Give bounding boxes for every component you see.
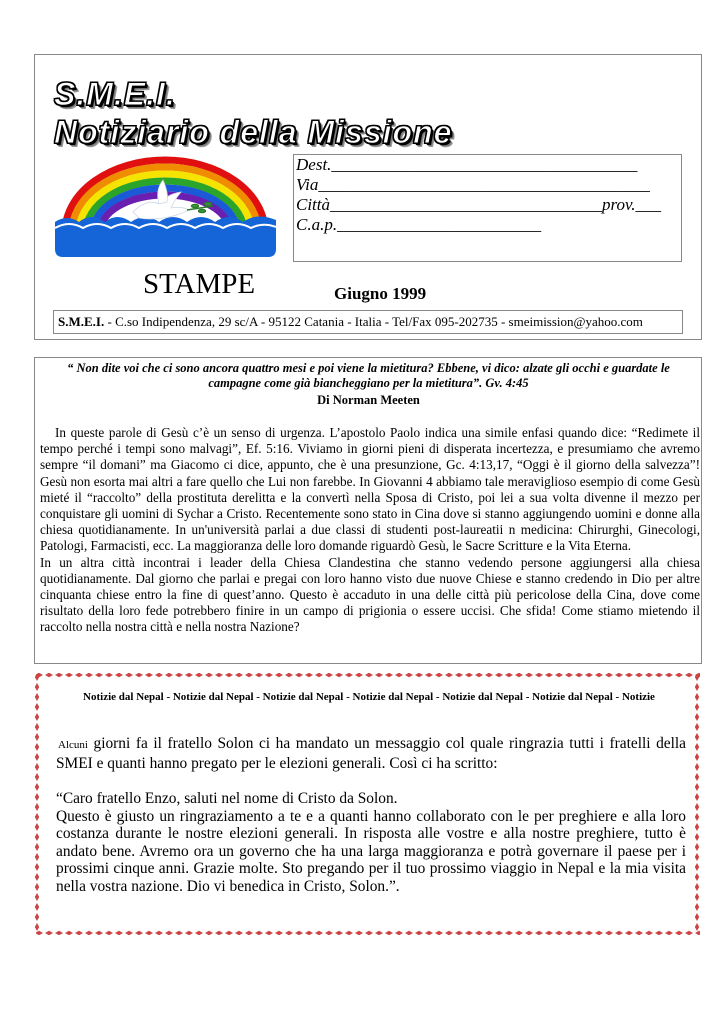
article-quote: “ Non dite voi che ci sono ancora quattro mesi e poi viene la mietitura? Ebbene, vi dico: alzate gli occhi e guardate le campagne come già biancheggiano per la mietitura”. Gv. 4:45 xyxy=(67,361,670,390)
nepal-heading: Notizie dal Nepal - Notizie dal Nepal - Notizie dal Nepal - Notizie dal Nepal - Notizie dal Nepal - Notizie dal Nepal - Notizie xyxy=(83,691,655,703)
nepal-paragraph: Questo è giusto un ringraziamento a te e a quanti hanno collaborato con le per preghiere e alla loro costanza durante le nostre elezioni generali. In risposta alle vostre e alla nostre preghiere, tutto è andato bene. Avremo ora un governo che ha una larga maggioranza e potrà governare il paese per i prossimi cinque anni. Grazie molte. Sto pregando per il tuo prossimo viaggio in Nepal e la mia visita nella vostra nazione. Dio vi benedica in Cristo, Solon.”. xyxy=(56,807,686,895)
nepal-greeting: “Caro fratello Enzo, saluti nel nome di Cristo da Solon. xyxy=(56,790,398,807)
article-paragraph: In queste parole di Gesù c’è un senso di urgenza. L’apostolo Paolo indica una simile enfasi quando dice: “Redimete il tempo perché i tempi sono malvagi”, Ef. 5:16. Viviamo in giorni pieni di disperata incertezza, e presumiamo che avremo sempre “il domani” ma Giacomo ci dice, appunto, che è una presunzione, Gc. 4:13,17, “Oggi è il giorno della salvezza”! Gesù non esorta mai altri a fare quello che Lui non farebbe. In Giovanni 4 abbiamo tale meraviglioso esempio di come Gesù mieté il “raccolto” della prostituta derelitta e la convertì nella Sposa di Cristo, poi lei a sua volta divenne il mezzo per conquistare gli uomini di Sychar a Cristo. Recentemente sono stato in Cina dove si stanno aggiungendo uomini e donne alla chiesa quotidianamente. In un'università parlai a due classi di studenti post-laureatii n medicina: Chirurghi, Ginecologi, Patologi, Farmacisti, ecc. La maggioranza delle loro domande riguardò Gesù, le Sacre Scritture e la Vita Eterna. xyxy=(40,425,700,554)
contact-info xyxy=(53,310,683,334)
nepal-paragraph: Alcuni giorni fa il fratello Solon ci ha mandato un messaggio col quale ringrazia tutti i fratelli della SMEI e quanti hanno pregato per le elezioni generali. Così ci ha scritto: xyxy=(56,735,686,772)
article-body xyxy=(40,425,700,636)
title-smei: S.M.E.I. xyxy=(54,76,176,112)
address-via: Via_______________________________________ xyxy=(296,175,650,194)
address-box xyxy=(293,154,682,262)
article-byline: Di Norman Meeten xyxy=(317,393,420,407)
address-cap: C.a.p.________________________ xyxy=(296,215,542,234)
stampe-label: STAMPE xyxy=(143,268,256,300)
title-notiziario: Notiziario della Missione xyxy=(54,114,453,150)
rainbow-dove-icon xyxy=(55,154,276,257)
issue-date: Giugno 1999 xyxy=(334,284,427,303)
contact-details: - C.so Indipendenza, 29 sc/A - 95122 Catania - Italia - Tel/Fax 095-202735 - smeimission@yahoo.com xyxy=(104,314,643,329)
address-dest: Dest.____________________________________ xyxy=(296,155,638,174)
address-citta: Città________________________________prov.___ xyxy=(296,195,662,214)
contact-org: S.M.E.I. xyxy=(58,314,105,329)
nepal-lead: Alcuni xyxy=(58,739,88,751)
nepal-body xyxy=(56,735,686,895)
article-paragraph: In un altra città incontrai i leader della Chiesa Clandestina che stanno vedendo persone aggiungersi alla chiesa quotidianamente. Dal giorno che parlai e pregai con loro hanno visto due nuove Chiese e stanno credendo in Dio per altre cinquanta chiese entro la fine di quest’anno. Questo è accaduto in una delle città più pericolose della Cina, dove come risultato della loro fede potrebbero finire in un campo di prigionia o essere uccisi. Che sfida! Come stiamo mietendo il raccolto nella nostra città e nella nostra Nazione? xyxy=(40,554,700,635)
